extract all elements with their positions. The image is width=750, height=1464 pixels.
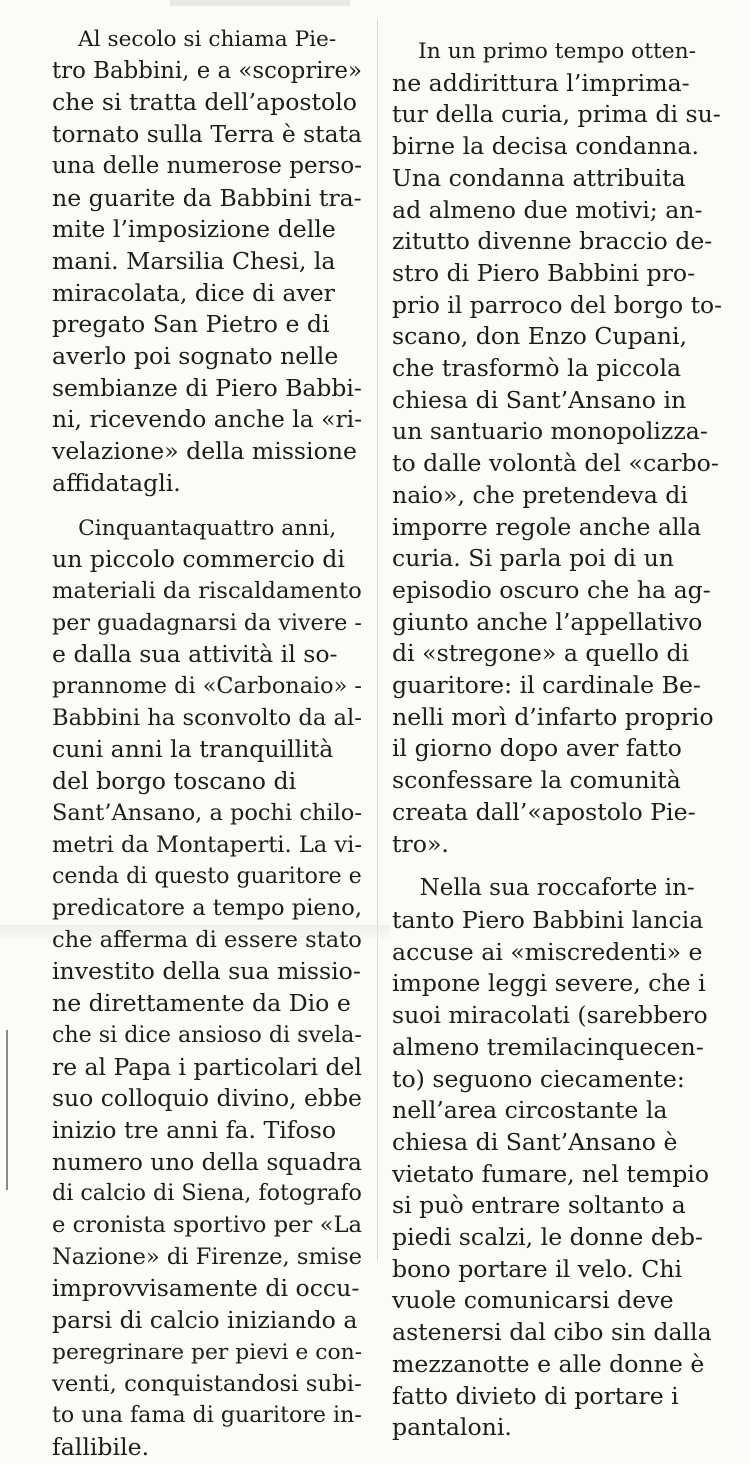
text-line: ne direttamente da Dio e (52, 989, 351, 1018)
text-line: un santuario monopolizza- (392, 417, 708, 446)
text-line: metri da Montaperti. La vi- (52, 831, 362, 858)
article-paragraph (52, 513, 362, 1464)
text-line: fatto divieto di portare i (392, 1381, 679, 1410)
text-line: astenersi dal cibo sin dalla (392, 1318, 712, 1347)
text-line: numero uno della squadra (52, 1148, 362, 1176)
text-line: averlo poi sognato nelle (52, 342, 339, 371)
text-line: affidatagli. (52, 468, 181, 497)
scan-margin-mark (6, 1030, 8, 1190)
text-line: pregato San Pietro e di (52, 310, 330, 339)
text-line: e cronista sportivo per «La (52, 1212, 362, 1239)
text-line: mani. Marsilia Chesi, la (52, 246, 336, 275)
text-line: pantaloni. (392, 1413, 512, 1442)
text-line: improvvisamente di occu- (52, 1274, 360, 1303)
text-line: episodio oscuro che ha ag- (392, 575, 711, 604)
text-line: si può entrare soltanto a (392, 1191, 686, 1220)
text-line: chiesa di Sant’Ansano è (392, 1127, 678, 1156)
text-line: parsi di calcio iniziando a (52, 1306, 358, 1335)
text-line: zitutto divenne braccio de- (392, 227, 713, 256)
left-column (52, 24, 362, 1464)
text-line: re al Papa i particolari del (52, 1052, 362, 1081)
text-line: di «stregone» a quello di (392, 639, 690, 668)
text-line: venti, conquistandosi subi- (52, 1370, 362, 1397)
text-line: birne la decisa condanna. (392, 132, 699, 161)
text-line: creata dall’«apostolo Pie- (392, 797, 696, 826)
column-divider (377, 20, 378, 1260)
text-line: Nella sua roccaforte in- (419, 875, 695, 902)
text-line: In un primo tempo otten- (418, 39, 697, 64)
text-line: sconfessare la comunità (392, 766, 681, 795)
text-line: ne guarite da Babbini tra- (52, 183, 362, 212)
text-line: e dalla sua attività il so- (52, 640, 338, 669)
text-line: miracolata, dice di aver (52, 278, 335, 307)
text-line: naio», che pretendeva di (392, 480, 688, 509)
text-line: nelli morì d’infarto proprio (392, 702, 714, 731)
text-line: ne addirittura l’imprima- (392, 68, 690, 97)
text-line: stro di Piero Babbini pro- (392, 258, 696, 287)
article-paragraph (52, 24, 362, 500)
text-line: Sant’Ansano, a pochi chilo- (52, 799, 362, 826)
text-line: vietato fumare, nel tempio (392, 1159, 710, 1188)
text-line: piedi scalzi, le donne deb- (392, 1223, 703, 1252)
text-line: materiali da riscaldamento (52, 577, 362, 604)
text-line: giunto anche l’appellativo (392, 607, 703, 636)
text-line: un piccolo commercio di (52, 545, 345, 574)
text-line: inizio tre anni fa. Tifoso (52, 1115, 337, 1144)
text-line: mezzanotte e alle donne è (392, 1349, 705, 1378)
text-line: tornato sulla Terra è stata (52, 120, 362, 149)
text-line: mite l’imposizione delle (52, 215, 336, 244)
text-line: Una condanna attribuita (392, 163, 686, 192)
text-line: una delle numerose perso- (52, 152, 362, 179)
text-line: impone leggi severe, che i (392, 969, 706, 998)
text-line: prannome di «Carbonaio» - (52, 673, 362, 700)
text-line: guaritore: il cardinale Be- (392, 671, 701, 700)
text-line: che si dice ansioso di svela- (52, 1021, 362, 1048)
text-line: vuole comunicarsi deve (392, 1286, 674, 1315)
text-line: di calcio di Siena, fotografo (52, 1180, 362, 1207)
text-line: tur della curia, prima di su- (392, 100, 721, 129)
text-line: accuse ai «miscredenti» e (392, 937, 703, 966)
text-line: scano, don Enzo Cupani, (392, 322, 688, 351)
text-line: peregrinare per pievi e con- (52, 1339, 363, 1365)
text-line: tanto Piero Babbini lancia (392, 905, 704, 934)
text-line: investito della sua missio- (52, 957, 361, 986)
text-line: to dalle volontà del «carbo- (392, 449, 719, 478)
text-line: suoi miracolati (sarebbero (392, 1001, 708, 1030)
text-line: almeno tremilacinquecen- (392, 1032, 704, 1061)
text-line: suo colloquio divino, ebbe (52, 1084, 362, 1113)
text-line: prio il parroco del borgo to- (392, 290, 723, 319)
article-paragraph (392, 873, 722, 1444)
text-line: il giorno dopo aver fatto (392, 734, 682, 763)
text-line: che si tratta dell’apostolo (52, 88, 357, 117)
text-line: curia. Si parla poi di un (392, 544, 674, 573)
text-line: Al secolo si chiama Pie- (78, 27, 337, 52)
text-line: che trasformò la piccola (392, 354, 682, 383)
text-line: nell’area circostante la (392, 1096, 668, 1125)
text-line: cenda di questo guaritore e (52, 863, 362, 890)
text-line: Babbini ha sconvolto da al- (52, 704, 362, 731)
text-line: per guadagnarsi da vivere - (52, 609, 362, 636)
text-line: velazione» della missione (52, 437, 357, 466)
text-line: tro». (392, 829, 449, 858)
text-line: Cinquantaquattro anni, (78, 515, 337, 541)
text-line: predicatore a tempo pieno, (52, 894, 363, 921)
text-line: chiesa di Sant’Ansano in (392, 385, 687, 414)
text-line: cuni anni la tranquillità (52, 735, 334, 764)
text-line: ni, ricevendo anche la «ri- (52, 405, 363, 434)
right-column (392, 36, 722, 1444)
text-line: tro Babbini, e a «scoprire» (52, 57, 362, 84)
text-line: fallibile. (52, 1432, 150, 1461)
text-line: del borgo toscano di (52, 767, 297, 796)
article-paragraph (392, 36, 722, 860)
text-line: ad almeno due motivi; an- (392, 195, 703, 224)
text-line: che afferma di essere stato (52, 926, 362, 953)
text-line: Nazione» di Firenze, smise (52, 1243, 363, 1270)
scan-edge-artifact (170, 0, 350, 6)
text-line: imporre regole anche alla (392, 512, 702, 541)
text-line: to) seguono ciecamente: (392, 1064, 685, 1093)
text-line: sembianze di Piero Babbi- (52, 373, 362, 402)
text-line: to una fama di guaritore in- (52, 1402, 362, 1429)
text-line: bono portare il velo. Chi (392, 1254, 683, 1283)
